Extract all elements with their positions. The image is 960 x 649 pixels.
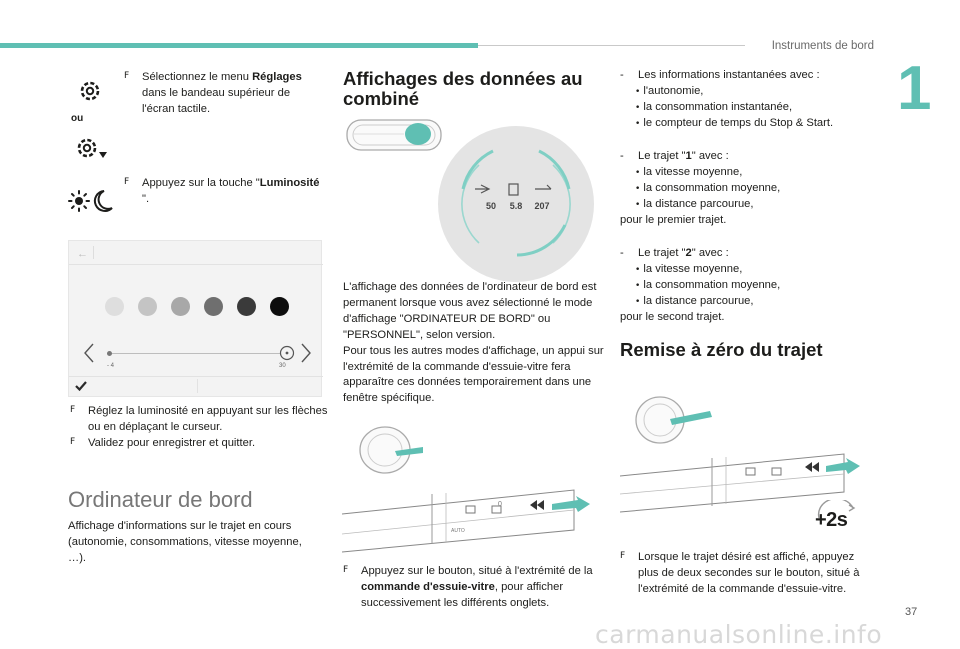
- trip-info-group-instant: [620, 68, 870, 132]
- brightness-level-4[interactable]: [204, 297, 223, 316]
- header-separator: [93, 246, 94, 259]
- section-heading-reset: Remise à zéro du trajet: [620, 339, 823, 360]
- dash: -: [620, 69, 624, 81]
- chapter-number: 1: [897, 54, 932, 123]
- header-accent-bar: [0, 43, 478, 48]
- checkmark-icon[interactable]: [74, 379, 88, 393]
- list-item-text: la consommation moyenne,: [643, 181, 781, 194]
- wiper-label-off: 0: [498, 501, 502, 508]
- brightness-sun-moon-icon: [68, 188, 114, 214]
- step-text-end: dans le bandeau supérieur de l'écran tactile.: [142, 86, 291, 115]
- step-text: Réglez la luminosité en appuyant sur les flèches ou en déplaçant le curseur.: [88, 405, 328, 433]
- step-marker: F: [70, 436, 76, 447]
- list-item: • la consommation moyenne,: [635, 181, 781, 194]
- steering-wheel-icon: [344, 112, 444, 154]
- list-item-text: la consommation instantanée,: [643, 100, 793, 113]
- list-item: • l'autonomie,: [635, 84, 704, 97]
- step-select-settings: [124, 70, 324, 118]
- page-number: 37: [905, 606, 918, 618]
- ordinateur-description: Affichage d'informations sur le trajet en cours (autonomie, consommations, vitesse moyenne, …).: [68, 520, 302, 564]
- step-press-brightness: [124, 176, 324, 208]
- list-item-text: la consommation moyenne,: [643, 278, 781, 291]
- step-validate: [70, 436, 330, 452]
- slider-start-dot: [107, 351, 112, 356]
- footer-separator: [69, 376, 323, 377]
- step-text-end: ".: [142, 192, 150, 205]
- step-text: Validez pour enregistrer et quitter.: [88, 436, 256, 449]
- step-reset-trip: [620, 550, 876, 598]
- step-marker: F: [124, 71, 130, 81]
- brightness-level-5[interactable]: [237, 297, 256, 316]
- gauge-value-3: 207: [534, 201, 550, 211]
- header-title: Instruments de bord: [771, 40, 874, 52]
- footer-divider: [197, 379, 198, 393]
- steering-wheel-small-icon: [632, 388, 714, 450]
- back-arrow-icon[interactable]: ←: [77, 248, 88, 260]
- list-item: • la distance parcourue,: [635, 294, 754, 307]
- step-text: Sélectionnez le menu: [142, 71, 253, 83]
- watermark: carmanualsonline.info: [595, 620, 883, 649]
- step-text-end: , pour afficher successivement les différents onglets.: [361, 580, 564, 609]
- brightness-key-name: Luminosité: [259, 177, 320, 189]
- group-intro-end: " avec :: [691, 150, 729, 162]
- slider-track[interactable]: [107, 353, 281, 354]
- step-text: Lorsque le trajet désiré est affiché, appuyez plus de deux secondes sur le bouton, situé à l'extrémité de la commande d'essuie-vitre.: [638, 551, 860, 595]
- gauge-value-1: 50: [485, 201, 496, 211]
- group-intro: Les informations instantanées avec :: [638, 69, 820, 81]
- dash: -: [620, 247, 624, 259]
- wiper-stalk-diagram: [342, 480, 592, 554]
- step-marker: F: [343, 565, 349, 575]
- gear-icon: [77, 78, 103, 104]
- brightness-level-6[interactable]: [270, 297, 289, 316]
- wiper-control-name: commande d'essuie-vitre: [361, 580, 495, 593]
- section-heading-display: Affichages des données au combiné: [343, 68, 583, 110]
- steering-wheel-small-icon: [355, 418, 425, 480]
- dash: -: [620, 150, 624, 162]
- step-press-wiper-button: [343, 564, 605, 612]
- step-marker: F: [70, 405, 76, 415]
- brightness-level-2[interactable]: [138, 297, 157, 316]
- step-marker: F: [124, 177, 130, 187]
- list-item-text: la vitesse moyenne,: [643, 262, 743, 275]
- group-intro-end: " avec :: [691, 247, 729, 259]
- brightness-level-3[interactable]: [171, 297, 190, 316]
- list-item-text: la distance parcourue,: [643, 197, 754, 210]
- ordinateur-heading: Ordinateur de bord: [68, 487, 253, 512]
- list-item: • le compteur de temps du Stop & Start.: [635, 116, 834, 129]
- wiper-label-auto: AUTO: [451, 528, 465, 534]
- gauge-value-2: 5.8: [509, 201, 523, 211]
- brightness-level-1[interactable]: [105, 297, 124, 316]
- trip-info-group-trip1: [620, 149, 870, 229]
- step-marker: F: [620, 551, 626, 561]
- display-paragraph-2: Pour tous les autres modes d'affichage, un appui sur l'extrémité de la commande d'essuie-vitre fera apparaître ces données temporairement dans une fenêtre spécifique.: [343, 344, 604, 405]
- group-outro: pour le second trajet.: [620, 310, 725, 323]
- list-item: • la distance parcourue,: [635, 197, 754, 210]
- chevron-left-icon[interactable]: [83, 343, 95, 363]
- chevron-right-icon[interactable]: [300, 343, 312, 363]
- step-text: Appuyez sur le bouton, situé à l'extrémité de la: [361, 565, 593, 577]
- slider-thumb[interactable]: [279, 345, 295, 361]
- list-item-text: la vitesse moyenne,: [643, 165, 743, 178]
- adjust-steps: [70, 404, 330, 452]
- trip-info-group-trip2: [620, 246, 870, 326]
- list-item: • la consommation instantanée,: [635, 100, 793, 113]
- group-intro: Le trajet ": [638, 150, 686, 162]
- list-item-text: le compteur de temps du Stop & Start.: [643, 116, 834, 129]
- list-item: • la consommation moyenne,: [635, 278, 781, 291]
- group-outro: pour le premier trajet.: [620, 213, 727, 226]
- trip-number: 2: [685, 247, 692, 259]
- header-divider: [478, 45, 745, 46]
- screen-header: [69, 241, 323, 265]
- brightness-screen: [68, 240, 322, 397]
- list-item-text: l'autonomie,: [643, 84, 704, 97]
- group-intro: Le trajet ": [638, 247, 686, 259]
- step-text: Appuyez sur la touche ": [142, 177, 260, 189]
- gear-dropdown-icon: [75, 135, 109, 161]
- list-item-text: la distance parcourue,: [643, 294, 754, 307]
- list-item: • la vitesse moyenne,: [635, 165, 743, 178]
- step-adjust-brightness: [70, 404, 330, 436]
- trip-number: 1: [685, 150, 692, 162]
- slider-max-label: 30: [279, 363, 286, 369]
- display-paragraph-1: L'affichage des données de l'ordinateur de bord est permanent lorsque vous avez sélectionné le mode d'affichage "ORDINATEUR DE BORD" ou "PERSONNEL", selon version.: [343, 281, 597, 341]
- press-2s-label: +2s: [815, 509, 848, 531]
- settings-menu-name: Réglages: [252, 71, 302, 83]
- slider-min-label: - 4: [107, 363, 115, 369]
- display-description: [343, 280, 605, 407]
- list-item: • la vitesse moyenne,: [635, 262, 743, 275]
- or-label: ou: [71, 113, 84, 124]
